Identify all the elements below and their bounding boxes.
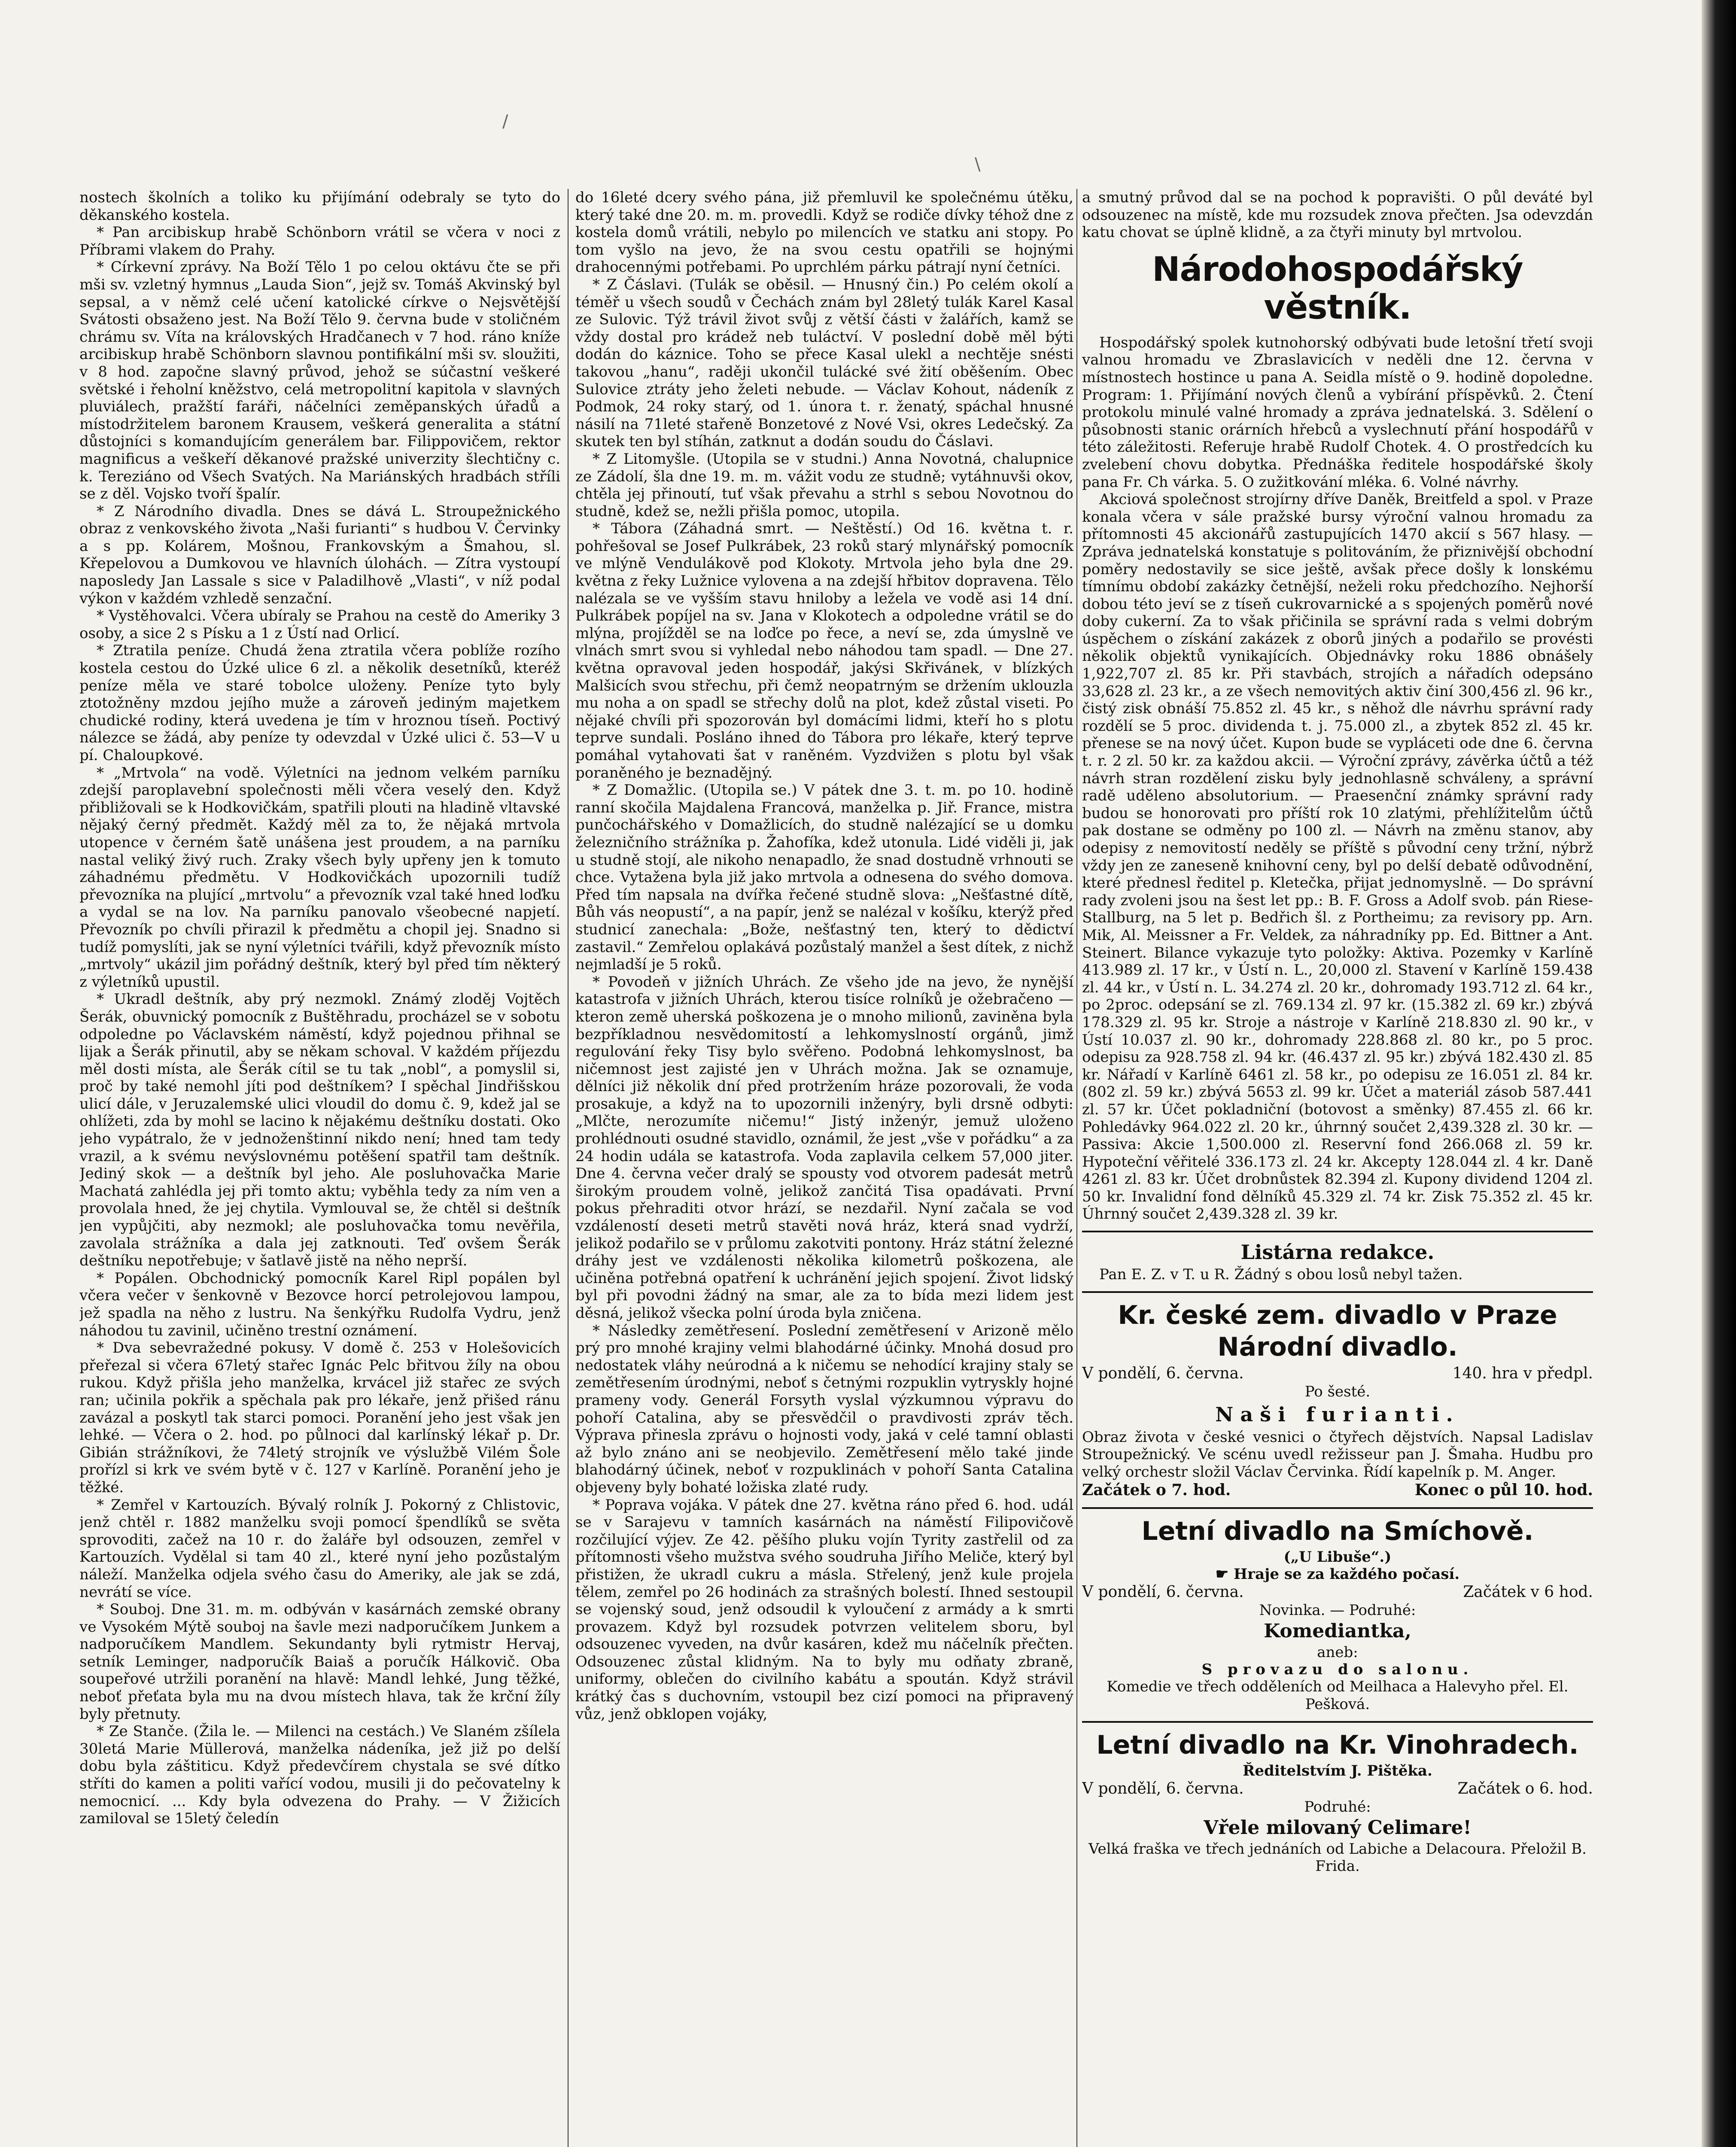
theatre-smichov-title: Letní divadlo na Smíchově. — [1141, 1516, 1534, 1547]
start-time: Začátek o 6. hod. — [1457, 1779, 1593, 1797]
article-paragraph: * Ukradl deštník, aby prý nezmokl. Známý zloděj Vojtěch Šerák, obuvnický pomocník z Buštěhradu, procházel se v sobotu odpoledne po Václavském náměstí, když pojednou přihnal se lijak a Šerák přinutil, aby se někam schoval. V každém příjezdu měl dosti místa, ale Šerák cítil se tu tak „nobl“, a pomyslil si, proč by také nemohl jíti pod deštníkem? I spěchal Jindřišskou ulicí dále, v Jeruzalemské ulici vloudil do domu č. 9, kdež jal se ohlížeti, zda by mohl se lacino k nějakému deštníku dostati. Oko jeho vypátralo, že v jednoženštinní nikdo není; hned tam tedy vrazil, a k svému nevýslovnému potěšení spatřil tam deštník. Jediný skok — a deštník byl jeho. Ale posluhovačka Marie Machatá zahlédla jej při tomto aktu; vyběhla tedy za ním ven a provolala hned, že jej chytila. Vymlouval se, že chtěl si deštník jen vypůjčiti, aby nezmokl; ale posluhovačka tomu nevěřila, zavolala strážníka a dala jej zatknouti. Teď ovšem Šerák deštníku nepotřebuje; v šatlavě jistě na něho neprší. — [79, 991, 560, 1270]
article-paragraph: * Souboj. Dne 31. m. m. odbýván v kasárnách zemské obrany ve Vysokém Mýtě souboj na šavle mezi nadporučíkem Junkem a nadporučíkem Mandlem. Sekundanty byli rytmistr Hervaj, setník Leminger, nadporučík Baiaš a poručík Hálkovič. Oba soupeřové utržili poranění na hlavě: Mandl lehké, Jung těžké, neboť přeťata byla mu na dvou místech hlava, tak že krční žíly byly přetnuty. — [79, 1601, 560, 1723]
play-title: Vřele milovaný Celimare! — [1204, 1816, 1471, 1839]
performance-date: V pondělí, 6. června. — [1082, 1364, 1244, 1382]
performance-date: V pondělí, 6. června. — [1082, 1583, 1244, 1601]
theatre-national-row — [1082, 1364, 1593, 1383]
novelty-note: Novinka. — Podruhé: — [1259, 1602, 1416, 1619]
theatre-national-times — [1082, 1481, 1593, 1499]
play-description: Obraz života v české vesnici o čtyřech dějstvích. Napsal Ladislav Stroupežnický. Ve scénu uvedl režisseur pan J. Šmaha. Hudbu pro velký orchestr složil Václav Červinka. Řídí kapelník p. M. Anger. — [1082, 1428, 1593, 1481]
column-rule — [1076, 189, 1077, 2147]
article-paragraph: do 16leté dcery svého pána, již přemluvil ke společnému útěku, který také dne 20. m. m. provedli. Když se rodiče dívky téhož dne z kostela domů vrátili, nebylo po milencích ve statku ani stopy. Po tom vyšlo na jevo, že na svou cestu opatřili se hojnými drahocennými potřebami. Po uprchlém párku pátrají nyní četníci. — [575, 189, 1073, 276]
article-paragraph: * Z Domažlic. (Utopila se.) V pátek dne 3. t. m. po 10. hodině ranní skočila Majdalena Francová, manželka p. Jiř. France, mistra punčochářského v Domažlicích, do studně nalézající se u domku železničního strážníka p. Žahofíka, kdež utonula. Lidé viděli ji, jak u studně stojí, ale nikoho nenapadlo, že snad dostudně vrhnouti se chce. Vytažena byla již jako mrtvola a odnesena do svého domova. Před tím napsala na dvířka řečené studně slova: „Nešťastné dítě, Bůh vás neopustí“, a na papír, jenž se nalézal v košíku, kterýž před studnicí zanechala: „Bože, nešťastný ten, který to dědictví zastavil.“ Zemřelou oplakává pozůstalý manžel a šest dítek, z nichž nejmladší je 5 roků. — [575, 782, 1073, 973]
theatre-smichov-row — [1082, 1583, 1593, 1602]
again-note: Podruhé: — [1304, 1798, 1371, 1816]
article-paragraph: * Vystěhovalci. Včera ubíraly se Prahou na cestě do Ameriky 3 osoby, a sice 2 s Písku a 1 z Ústí nad Orlicí. — [79, 607, 560, 642]
divider — [1082, 1721, 1593, 1723]
theatre-vinohrady-title: Letní divadlo na Kr. Vinohradech. — [1096, 1730, 1579, 1760]
theatre-vinohrady-row — [1082, 1779, 1593, 1798]
article-paragraph: * Z Národního divadla. Dnes se dává L. Stroupežnického obraz z venkovského života „Naši furianti“ s hudbou V. Červinky a s pp. Kolárem, Mošnou, Frankovským a Šmahou, sl. Křepelovou a Dumkovou ve hlavních úlohách. — Zítra vystoupí naposledy Jan Lassale s sice v Paladilhově „Vlasti“, v níž podal výkon v každém vzhledě senzační. — [79, 502, 560, 607]
performance-series: Po šesté. — [1304, 1383, 1371, 1400]
article-paragraph: * Z Čáslavi. (Tulák se oběsil. — Hnusný čin.) Po celém okolí a téměř u všech soudů v Čechách znám byl 28letý tulák Karel Kasal ze Sulovic. Týž trávil život svůj z větší části v žalářích, kamž se vždy dostal pro krádež neb tuláctví. V poslední době měl býti dodán do káznice. Toho se přece Kasal ulekl a nechtěje snésti takovou „hanu“, raději ukončil tulácké své žití oběšením. Obec Sulovice ztráty jeho želeti nebude. — Václav Kohout, nádeník z Podmok, 24 roky starý, od 1. února t. r. ženatý, spáchal hnusné násilí na 71leté stařeně Bonzetové z Nové Vsi, okres Ledečský. Za skutek ten byl stíhán, zatknut a dodán soudu do Čáslavi. — [575, 276, 1073, 450]
article-paragraph: * Dva sebevražedné pokusy. V domě č. 253 v Holešovicích přeřezal si včera 67letý stařec Ignác Pelc břitvou žíly na obou rukou. Když přišla jeho manželka, krvácel již stařec ze svých ran; učinila pokřik a spěchala pak pro lékaře, jenž přišed ránu zavázal a poskytl tak starci pomoci. Poranění jeho jest však jen lehké. — Včera o 2. hod. po půlnoci dal karlínský lékař p. Dr. Gibián strážníkovi, že 74letý strojník ve výslužbě Vilém Šole prořízl si krk ve svém bytě v č. 127 v Karlíně. Poranění jeho je těžké. — [79, 1339, 560, 1496]
play-description: Komedie ve třech odděleních od Meilhaca a Halevyho přel. El. Pešková. — [1107, 1678, 1569, 1713]
article-paragraph: * Popálen. Obchodnický pomocník Karel Ripl popálen byl včera večer v šenkovně v Bezovce horcí petrolejovou lampou, jež spadla na něho z lustru. Na šenkýřku Rudolfa Vydru, jenž náhodou tu zavinil, učiněno trestní oznámení. — [79, 1269, 560, 1339]
end-time: Konec o půl 10. hod. — [1414, 1481, 1593, 1499]
divider — [1082, 1507, 1593, 1509]
stray-mark: / — [502, 112, 508, 131]
article-paragraph: Akciová společnost strojírny dříve Daněk, Breitfeld a spol. v Praze konala včera v sále pražské bursy výroční valnou hromadu za přítomnosti 45 akcionářů zastupujících 1470 akcií s 567 hlasy. — Zpráva jednatelská konstatuje s politováním, že přiznivější obchodní poměry nedostavily se sice ještě, avšak přece došly k lonskému tímnímu období zakázky četnější, neželi roku předchozího. Nejhorší dobou této jeví se z tíseň cukrovarnické a s spojených poměrů nové doby cukerní. Za to však přičinila se správní rada s velmi dobrým úspěchem o získání zakázek z oborů jiných a podařilo se provésti několik objektů vynikajících. Objednávky roku 1886 obnášely 1,922,707 zl. 85 kr. Při stavbách, strojích a nářadích odepsáno 33,628 zl. 23 kr., a ze všech nemovitých aktiv činí 300,456 zl. 96 kr., čistý zisk obnáší 75.852 zl. 45 kr., s něhož dle návrhu správní rady rozdělí se 5 proc. dividenda t. j. 75.000 zl., a zbytek 852 zl. 45 kr. přenese se na nový účet. Kupon bude se vypláceti ode dne 6. června t. r. 2 zl. 50 kr. za každou akcii. — Výroční zprávy, závěrka účtů a též návrh stran rozdělení zisku byly jednohlasně schváleny, a správní radě uděleno absolutorium. — Praesenční známky správní rady budou se honorovati pro příští rok 10 zlatými, přehlížitelům účtů pak dostane se odměny po 100 zl. — Návrh na změnu stanov, aby odepisy z nemovitostí neděly se příště s původní ceny tržní, nýbrž vždy jen ze zaneseně knihovní ceny, byl po delší debatě odůvodnění, které přednesl ředitel p. Kletečka, přijat jednomyslně. — Do správní rady zvoleni jsou na šest let pp.: B. F. Gross a Adolf svob. pán Riese-Stallburg, na 5 let p. Bedřich šl. z Portheimu; za revisory pp. Arn. Mik, Al. Meissner a Fr. Veldek, za náhradníky pp. Ed. Bittner a Ant. Steinert. Bilance vykazuje tyto položky: Aktiva. Pozemky v Karlíně 413.989 zl. 17 kr., v Ústí n. L., 20,000 zl. Stavení v Karlíně 159.438 zl. 44 kr., v Ústí n. L. 34.274 zl. 20 kr., dohromady 193.712 zl. 64 kr., po 2proc. odepsání se zl. 769.134 zl. 97 kr. (15.382 zl. 69 kr.) zbývá 178.329 zl. 95 kr. Stroje a nástroje v Karlíně 218.830 zl. 90 kr., v Ústí 10.037 zl. 90 kr., dohromady 228.868 zl. 80 kr., po 5 proc. odepisu za 928.758 zl. 94 kr. (46.437 zl. 95 kr.) zbývá 182.430 zl. 85 kr. Nářadí v Karlíně 6461 zl. 58 kr., po odepisu ze 16.051 zl. 84 kr. (802 zl. 59 kr.) zbývá 5653 zl. 99 kr. Účet a materiál zásob 587.441 zl. 57 kr. Účet pokladniční (botovost a směnky) 87.455 zl. 66 kr. Pohledávky 964.022 zl. 20 kr., úhrnný součet 2,439.328 zl. 30 kr. — Passiva: Akcie 1,500.000 zl. Reservní fond 266.068 zl. 59 kr. Hypoteční věřitelé 336.173 zl. 24 kr. Akcepty 128.044 zl. 4 kr. Daně 4261 zl. 83 kr. Účet drobnůstek 82.394 zl. Kupony dividend 1204 zl. 50 kr. Invalidní fond dělníků 45.329 zl. 74 kr. Zisk 75.352 zl. 45 kr. Úhrnný součet 2,439.328 zl. 39 kr. — [1082, 491, 1593, 1223]
article-paragraph: * Zemřel v Kartouzích. Bývalý rolník J. Pokorný z Chlistovic, jenž chtěl r. 1882 manželku svoji pomocí špendlíků se světa sprovoditi, začež na 10 r. do žaláře byl odsouzen, zemřel v Kartouzích. Vydělal si tam 40 zl., které nyní jeho pozůstalým náleží. Manželka odjela svého času do Ameriky, ale jak se zdá, nevrátí se více. — [79, 1496, 560, 1601]
theatre-national-subtitle: Národní divadlo. — [1217, 1332, 1458, 1362]
column-rule — [568, 189, 569, 2147]
theatre-national-title: Kr. české zem. divadlo v Praze — [1118, 1300, 1557, 1330]
performance-date: V pondělí, 6. června. — [1082, 1779, 1244, 1797]
play-or: aneb: — [1317, 1644, 1358, 1661]
play-description: Velká fraška ve třech jednáních od Labiche a Delacoura. Přeložil B. Frida. — [1088, 1840, 1587, 1875]
section-title: Národohospodářský věstník. — [1152, 250, 1523, 327]
weather-note: ☛ Hraje se za každého počasí. — [1215, 1566, 1460, 1583]
stray-mark: \ — [975, 155, 981, 174]
start-time: Začátek v 6 hod. — [1463, 1583, 1593, 1601]
column-2 — [575, 189, 1073, 2147]
theatre-smichov-subtitle: („U Libuše“.) — [1283, 1548, 1392, 1566]
article-paragraph: * Následky zemětřesení. Poslední zemětřesení v Arizoně mělo prý pro mnohé krajiny velmi blahodárné účinky. Mnohá dosud pro nedostatek vláhy neúrodná a k ničemu se nehodící krajiny staly se zemětřesením úrodnými, neboť s četnými rozpuklin vytryskly hojné prameny vody. Generál Forsyth vyslal výzkumnou výpravu do pohoří Catalina, aby se přesvědčil o pravdivosti zpráv těch. Výprava přinesla zprávu o hojnosti vody, jaká v celé tamní oblasti až bylo znáno ani se neobjevilo. Zemětřesení mělo také jinde blahodárný účinek, neboť v rozpuklinách v pohoří Santa Catalina objeveny byly bohaté ložiska zlaté rudy. — [575, 1322, 1073, 1496]
column-1 — [79, 189, 560, 2147]
article-paragraph: * Z Litomyšle. (Utopila se v studni.) Anna Novotná, chalupnice ze Zádolí, šla dne 19. m. m. vážit vodu ze studně; vytáhnuvši okov, chtěla jej přinoutí, tuť však převahu a strhl s sebou Novotnou do studně, kdež se, nežli přišla pomoc, utopila. — [575, 450, 1073, 520]
article-paragraph: * Povodeň v jižních Uhrách. Ze všeho jde na jevo, že nynější katastrofa v jižních Uhrách, kterou tisíce rolníků je ožebračeno — kteron země uherská poškozena je o mnoho milionů, zaviněna byla bezpříkladnou nesvědomitostí a lehkomyslností orgánů, jimž regulování řeky Tisy bylo svěřeno. Podobná lehkomyslnost, ba ničemnost jest zajisté jen v Uhrách možna. Jak se oznamuje, dělníci již několik dní před protržením hráze pozorovali, že voda prosakuje, a když na to upozornili inženýry, byli drsně odbyti: „Mlčte, nerozumíte ničemu!“ Jistý inženýr, jemuž uloženo prohlédnouti osudné stavidlo, oznámil, že jest „vše v pořádku“ a za 24 hodin udála se katastrofa. Voda zaplavila celkem 57,000 jiter. Dne 4. června večer dralý se spousty vod otvorem padesát metrů širokým proudem volně, jelikož zančitá Tisa opadávati. První pokus přehraditi otvor hrází, se nezdařil. Nyní začala se vod vzdáleností deseti metrů stavěti nová hráz, která snad vydrží, jelikož podařilo se v průlomu zakotviti pontony. Hráz státní železné dráhy jest ve vzdálenosti několika kilometrů poškozena, ale učiněna potřebná opatření k uchránění jejich spojení. Život lidský byl při povodni žádný na smar, ale za to bída mezi lidem jest děsná, jelikož všecka polní úroda byla zničena. — [575, 973, 1073, 1322]
article-paragraph: Hospodářský spolek kutnohorský odbývati bude letošní třetí svoji valnou hromadu ve Zbraslavicích v neděli dne 12. června v místnostech hostince u pana A. Seidla místě o 9. hodině dopoledne. Program: 1. Přijímání nových členů a vybírání příspěvků. 2. Čtení protokolu minulé valné hromady a zpráva jednatelská. 3. Sdělení o působnosti stanic orárních hřebců a vyslechnutí přání hospodářů v této záležitosti. Referuje hrabě Rudolf Chotek. 4. O prostředcích ku zvelebení chovu dobytka. Přednáška ředitele hospodářské školy pana Fr. Ch várka. 5. O zužitkování mléka. 6. Volné návrhy. — [1082, 334, 1593, 491]
column-3 — [1082, 189, 1593, 2147]
article-paragraph: * Ztratila peníze. Chudá žena ztratila včera poblíže rozího kostela cestou do Úzké ulice 6 zl. a několik desetníků, kteréž peníze měla ve staré tobolce uloženy. Peníze tyto byly ztotožněny mzdou jejího muže a zároveň jediným majetkem chudické rodiny, která uvedena je tím v hroznou tíseň. Poctivý nálezce se žádá, aby peníze ty odevzdal v Úzké ulici č. 53—V u pí. Chaloupkové. — [79, 642, 560, 764]
article-paragraph: nostech školních a toliko ku přijímání odebraly se tyto do děkanského kostela. — [79, 189, 560, 224]
article-paragraph: * Tábora (Záhadná smrt. — Neštěstí.) Od 16. května t. r. pohřešoval se Josef Pulkrábek, 23 roků starý mlynářský pomocník ve mlýně Vendulákově pod Klokoty. Mrtvola jeho byla dne 29. května z řeky Lužnice vylovena a na zdejší hřbitov dopravena. Tělo nalézala se ve vyšším stavu hniloby a ležela ve vodě asi 14 dní. Pulkrábek popíjel na sv. Jana v Klokotech a odpoledne vrátil se do mlýna, projížděl se na loďce po řece, a neví se, zda úmyslně ve vlnách smrt svou si vyhledal nebo náhodou tam spadl. — Dne 27. května opravoval jeden hospodář, jakýsi Skřivánek, v blízkých Malšicích svou střechu, při čemž neopatrným se držením uklouzla mu noha a on spadl se střechy dolů na plot, kdež zůstal viseti. Po nějaké chvíli při spozorován byl domácími lidmi, kteří ho s plotu teprve sundali. Posláno ihned do Tábora pro lékaře, který teprve pomáhal vytahovati šat v raněném. Vyzdvižen s plotu byl však poraněného je beznadějný. — [575, 520, 1073, 782]
listarna-text: Pan E. Z. v T. u R. Žádný s obou losů nebyl tažen. — [1099, 1266, 1463, 1283]
theatre-director: Ředitelstvím J. Pištěka. — [1243, 1762, 1432, 1779]
article-paragraph: a smutný průvod dal se na pochod k popravišti. O půl deváté byl odsouzenec na místě, kde mu rozsudek znova přečten. Jsa odevzdán katu chovat se úplně klidně, a za čtyři minuty byl mrtvolou. — [1082, 189, 1593, 241]
divider — [1082, 1291, 1593, 1293]
play-title: Naši furianti. — [1215, 1402, 1460, 1426]
play-title: Komediantka, — [1264, 1620, 1411, 1642]
article-paragraph: * „Mrtvola“ na vodě. Výletníci na jednom velkém parníku zdejší paroplavební společnosti měli včera veselý den. Když přibližovali se k Hodkovičkám, spatřili plouti na hladině vltavské nějaký černý předmět. Každý měl za to, že nějaká mrtvola utopence v černém šatě unášena jest proudem, a na parníku nastal veliký živý ruch. Zraky všech byly upřeny jen k tomuto záhadnému předmětu. V Hodkovičkách upozornili tudíž převozníka na plující „mrtvolu“ a převozník vzal také hned loďku a vydal se na lov. Na parníku panovalo všeobecné napjetí. Převozník po chvíli přirazil k předmětu a chopil jej. Snadno si tudíž pomyslíti, jak se nyní výletníci tvářili, když převozník místo „mrtvoly“ ukázil jim pořádný deštník, který byl před tím některý z výletníků upustil. — [79, 764, 560, 991]
start-time: Začátek o 7. hod. — [1082, 1481, 1231, 1499]
article-paragraph: * Ze Stanče. (Žila le. — Milenci na cestách.) Ve Slaném zšílela 30letá Marie Müllerová, manželka nádeníka, jež již po delší dobu byla záštiticu. Když předevčírem chystala se své dítko stříti do kamen a politi vařící vodou, musili ji do pečovatelny k nemocnicí. ... Kdy byla odvezena do Prahy. — V Žižicích zamiloval se 15letý čeledín — [79, 1723, 560, 1828]
article-paragraph: * Pan arcibiskup hrabě Schönborn vrátil se včera v noci z Příbrami vlakem do Prahy. — [79, 224, 560, 258]
listarna-title: Listárna redakce. — [1240, 1241, 1435, 1264]
article-paragraph: * Poprava vojáka. V pátek dne 27. května ráno před 6. hod. udál se v Sarajevu v tamních kasárnách na náměstí Filipovičově rozčilující výjev. Ze 42. pěšího pluku vojín Tyrity zastřelil od za přítomnosti všeho mužstva svého soudruha Jiřího Meliče, který byl přistižen, že ukradl cukru a másla. Střelený, jenž kule projela tělem, zemřel po 26 hodinách za strašných bolestí. Ihned sestoupil se vojenský soud, jenž odsoudil k vyloučení z armády a k smrti provazem. Když byl rozsudek potvrzen velitelem sboru, byl odsouzenec vyveden, na dvůr kasáren, kdež mu náčelník přečten. Odsouzenec zůstal klidným. Na to byly mu odňaty zbraně, uniformy, oblečen do civilního kabátu a spoután. Když strávil krátký čas s duchovním, vstoupil bez cizí pomoci na připravený vůz, jenž obklopen vojáky, — [575, 1496, 1073, 1723]
performance-number: 140. hra v předpl. — [1452, 1364, 1593, 1382]
article-paragraph: * Církevní zprávy. Na Boží Tělo 1 po celou oktávu čte se při mši sv. vzletný hymnus „Lauda Sion“, jejž sv. Tomáš Akvinský byl sepsal, a v němž celé učení katolické církve o Nejsvětější Svátosti obsaženo jest. Na Boží Tělo 9. června bude v stoličném chrámu sv. Víta na královských Hradčanech v 7 hod. ráno kníže arcibiskup hrabě Schönborn slavnou pontifikální mši sv. sloužiti, v 8 hod. započne slavný průvod, jehož se súčastní veškeré světské i řeholní kněžstvo, celá metropolitní kapitola v slavných pluviálech, pražští faráři, náčelníci zeměpanských úřadů a místodržitelem baronem Krausem, veškerá generalita a státní důstojníci s komandujícím generálem bar. Filippovičem, rektor magnificus a veškeří děkanové pražské univerzity šlechtičny c. k. Tereziáno od Všech Svatých. Na Mariánských hradbách stříli se z děl. Vojsko tvoří špalír. — [79, 258, 560, 503]
play-subtitle: S provazu do salonu. — [1201, 1661, 1474, 1679]
binding-edge — [1702, 0, 1736, 2147]
divider — [1082, 1231, 1593, 1232]
pointing-hand-icon: ☛ — [1215, 1566, 1234, 1583]
